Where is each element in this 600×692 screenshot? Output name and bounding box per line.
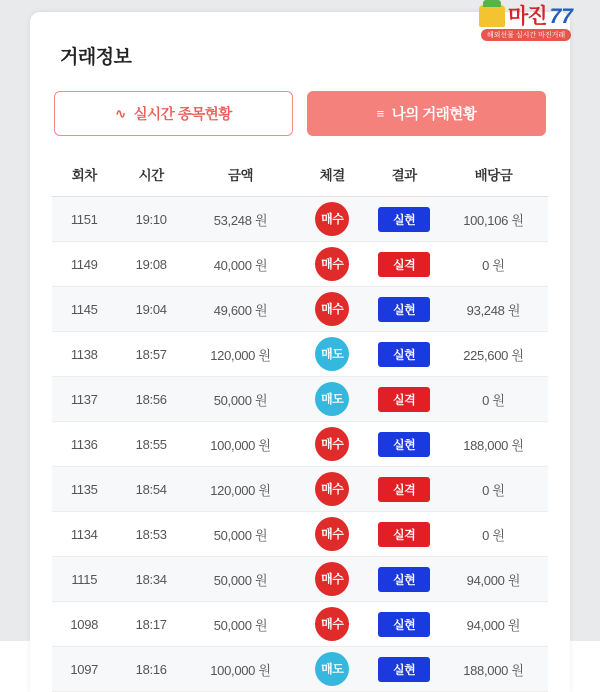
buy-badge: 매수 (315, 472, 349, 506)
cell-round: 1137 (52, 377, 116, 422)
cell-round: 1145 (52, 287, 116, 332)
cell-amount: 53,248 원 (186, 197, 295, 242)
sell-badge: 매도 (315, 652, 349, 686)
cell-round: 1151 (52, 197, 116, 242)
table-row[interactable] (52, 647, 548, 692)
table-row[interactable] (52, 467, 548, 512)
table-row[interactable] (52, 512, 548, 557)
table-row[interactable] (52, 287, 548, 332)
logo-tagline: 해외선물 실시간 마진거래 (481, 29, 571, 41)
cell-time: 18:34 (116, 557, 185, 602)
cell-amount: 120,000 원 (186, 467, 295, 512)
table-row[interactable] (52, 242, 548, 287)
cell-time: 19:04 (116, 287, 185, 332)
status-badge: 실격 (378, 252, 430, 277)
buy-badge: 매수 (315, 247, 349, 281)
cell-payout: 93,248 원 (439, 287, 548, 332)
th-result: 결과 (369, 154, 438, 197)
cell-type (295, 422, 369, 467)
cell-result (369, 422, 438, 467)
buy-badge: 매수 (315, 562, 349, 596)
status-badge: 실격 (378, 387, 430, 412)
status-badge: 실현 (378, 612, 430, 637)
table-header-row (52, 154, 548, 197)
th-payout: 배당금 (439, 154, 548, 197)
cell-time: 18:55 (116, 422, 185, 467)
cell-amount: 50,000 원 (186, 377, 295, 422)
buy-badge: 매수 (315, 427, 349, 461)
cell-round: 1149 (52, 242, 116, 287)
cell-type (295, 197, 369, 242)
cell-payout: 0 원 (439, 467, 548, 512)
cell-payout: 100,106 원 (439, 197, 548, 242)
cell-time: 18:54 (116, 467, 185, 512)
cell-amount: 50,000 원 (186, 602, 295, 647)
table-row[interactable] (52, 332, 548, 377)
transaction-info-card (30, 12, 570, 692)
th-amount: 금액 (186, 154, 295, 197)
cell-payout: 94,000 원 (439, 557, 548, 602)
buy-badge: 매수 (315, 607, 349, 641)
table-row[interactable] (52, 557, 548, 602)
cell-result (369, 467, 438, 512)
chart-icon: ∿ (115, 106, 126, 121)
table-row[interactable] (52, 422, 548, 467)
cell-time: 18:57 (116, 332, 185, 377)
site-logo (460, 2, 592, 44)
sell-badge: 매도 (315, 337, 349, 371)
tab-my-transactions-label: 나의 거래현황 (391, 107, 477, 123)
cell-type (295, 377, 369, 422)
cell-result (369, 242, 438, 287)
status-badge: 실격 (378, 477, 430, 502)
cell-payout: 188,000 원 (439, 422, 548, 467)
cell-round: 1136 (52, 422, 116, 467)
th-round: 회차 (52, 154, 116, 197)
cell-amount: 49,600 원 (186, 287, 295, 332)
cell-time: 19:10 (116, 197, 185, 242)
status-badge: 실격 (378, 522, 430, 547)
status-badge: 실현 (378, 207, 430, 232)
status-badge: 실현 (378, 342, 430, 367)
cell-type (295, 647, 369, 692)
table-row[interactable] (52, 602, 548, 647)
status-badge: 실현 (378, 297, 430, 322)
cell-round: 1138 (52, 332, 116, 377)
cell-amount: 100,000 원 (186, 647, 295, 692)
cell-payout: 0 원 (439, 242, 548, 287)
cell-payout: 188,000 원 (439, 647, 548, 692)
buy-badge: 매수 (315, 292, 349, 326)
cell-round: 1115 (52, 557, 116, 602)
tab-my-transactions[interactable] (307, 91, 546, 136)
logo-row (479, 5, 573, 27)
tab-realtime-symbols[interactable] (54, 91, 293, 136)
cell-time: 19:08 (116, 242, 185, 287)
cell-payout: 94,000 원 (439, 602, 548, 647)
cell-time: 18:53 (116, 512, 185, 557)
table-body (52, 197, 548, 692)
cell-round: 1097 (52, 647, 116, 692)
status-badge: 실현 (378, 432, 430, 457)
sell-badge: 매도 (315, 382, 349, 416)
cell-result (369, 377, 438, 422)
table-head (52, 154, 548, 197)
cell-amount: 100,000 원 (186, 422, 295, 467)
cell-type (295, 467, 369, 512)
tab-bar (54, 91, 546, 136)
status-badge: 실현 (378, 657, 430, 682)
cell-amount: 40,000 원 (186, 242, 295, 287)
cell-result (369, 332, 438, 377)
transactions-table (52, 154, 548, 692)
cell-payout: 0 원 (439, 512, 548, 557)
cell-amount: 50,000 원 (186, 557, 295, 602)
cell-amount: 50,000 원 (186, 512, 295, 557)
cell-result (369, 647, 438, 692)
th-time: 시간 (116, 154, 185, 197)
cell-type (295, 332, 369, 377)
cell-time: 18:16 (116, 647, 185, 692)
cell-result (369, 512, 438, 557)
cell-round: 1098 (52, 602, 116, 647)
list-icon: ≡ (376, 106, 384, 121)
cell-time: 18:56 (116, 377, 185, 422)
cell-type (295, 602, 369, 647)
status-badge: 실현 (378, 567, 430, 592)
logo-mark-icon (479, 5, 505, 27)
cell-round: 1134 (52, 512, 116, 557)
cell-amount: 120,000 원 (186, 332, 295, 377)
cell-result (369, 602, 438, 647)
buy-badge: 매수 (315, 202, 349, 236)
cell-result (369, 287, 438, 332)
cell-time: 18:17 (116, 602, 185, 647)
table-row[interactable] (52, 197, 548, 242)
tab-realtime-symbols-label: 실시간 종목현황 (133, 107, 232, 123)
cell-type (295, 242, 369, 287)
cell-result (369, 557, 438, 602)
cell-type (295, 512, 369, 557)
table-row[interactable] (52, 377, 548, 422)
cell-type (295, 287, 369, 332)
page-title: 거래정보 (60, 47, 132, 68)
cell-round: 1135 (52, 467, 116, 512)
cell-type (295, 557, 369, 602)
cell-result (369, 197, 438, 242)
th-type: 체결 (295, 154, 369, 197)
cell-payout: 225,600 원 (439, 332, 548, 377)
cell-payout: 0 원 (439, 377, 548, 422)
buy-badge: 매수 (315, 517, 349, 551)
logo-name: 마진 (508, 4, 547, 28)
logo-number: 77 (549, 4, 573, 28)
